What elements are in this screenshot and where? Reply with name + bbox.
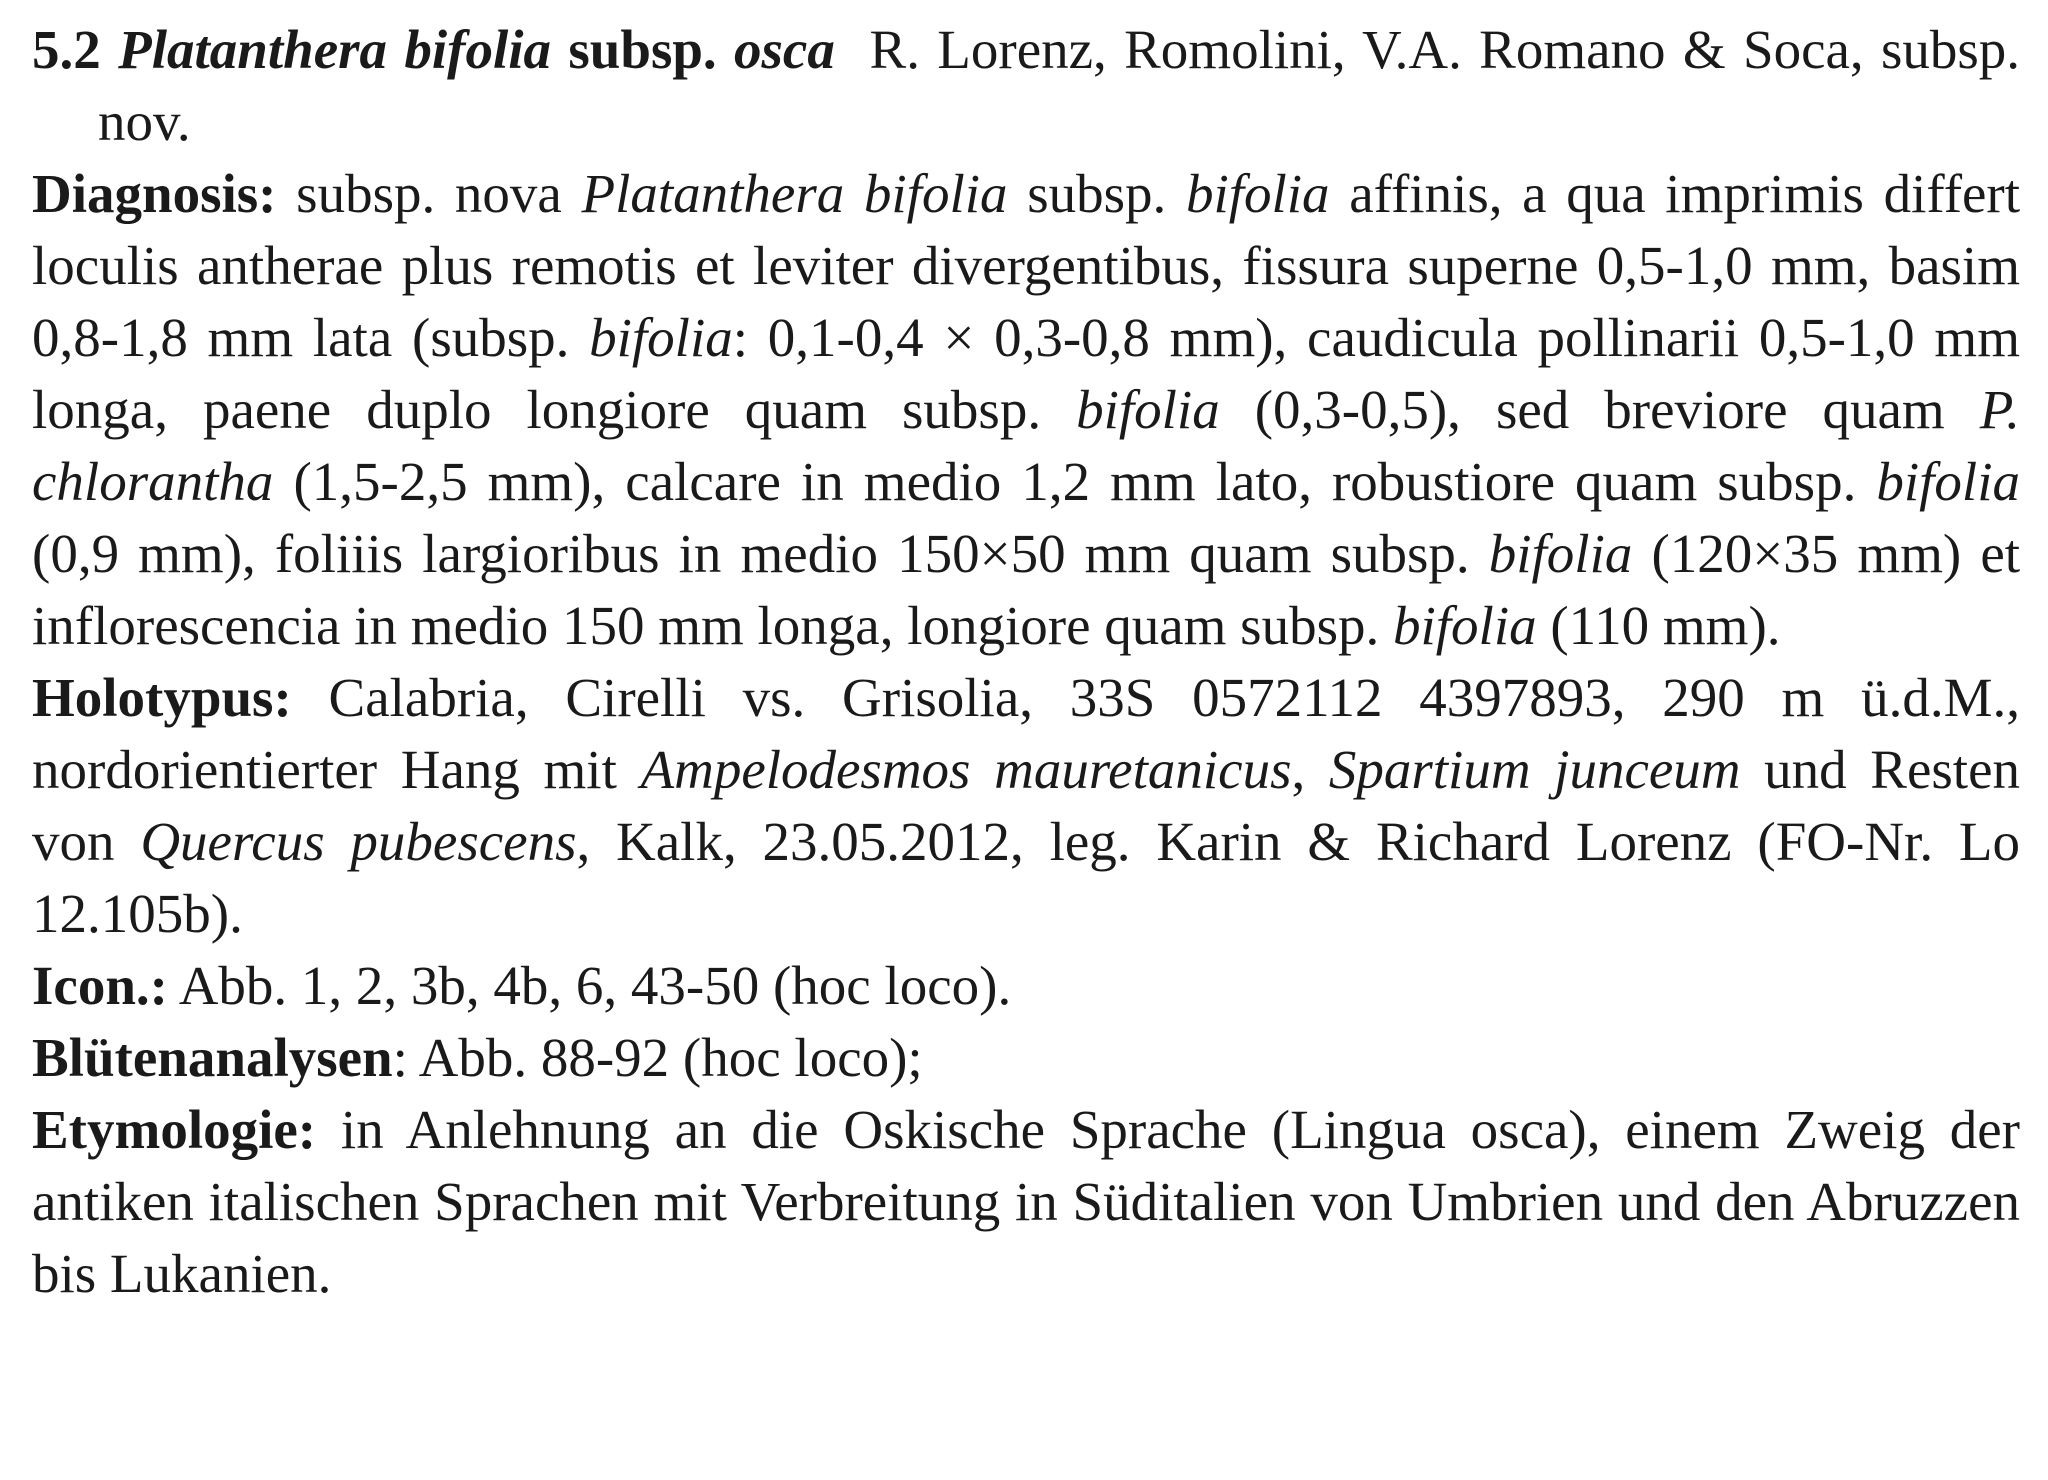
diagnosis-text-4: : 0,1-0,4 × 0,3-0,8 mm), caudicula pollinarii 0,5-1,0 mm longa, paene duplo longiore quam subsp. bbox=[32, 307, 2020, 440]
holotypus-text-4: , Kalk, 23.05.2012, leg. Karin & Richard Lorenz (FO-Nr. Lo 12.105b). bbox=[32, 811, 2020, 944]
diagnosis-italic-3: bifolia bbox=[589, 307, 733, 368]
taxon-heading bbox=[32, 14, 2020, 158]
diagnosis-paragraph bbox=[32, 158, 2020, 662]
diagnosis-label: Diagnosis: bbox=[32, 163, 277, 224]
icon-label: Icon.: bbox=[32, 955, 168, 1016]
diagnosis-italic-2: bifolia bbox=[1185, 163, 1330, 224]
diagnosis-text-8: (120×35 mm) et inflorescencia in medio 150 mm longa, longiore quam subsp. bbox=[32, 523, 2021, 656]
diagnosis-text-2: subsp. bbox=[1027, 163, 1167, 224]
diagnosis-italic-6: bifolia bbox=[1876, 451, 2020, 512]
subspecies-epithet: osca bbox=[734, 19, 835, 80]
diagnosis-italic-8: bifolia bbox=[1392, 595, 1537, 656]
etymologie-paragraph bbox=[32, 1094, 2020, 1310]
holotypus-text-3: und Resten von bbox=[32, 739, 2021, 872]
bluetenanalysen-paragraph bbox=[32, 1022, 2020, 1094]
genus-species: Platanthera bifolia bbox=[118, 19, 552, 80]
authors: R. Lorenz, Romolini, V.A. Romano & Soca, subsp. nov. bbox=[98, 19, 2021, 152]
holotypus-text-2: , bbox=[1291, 739, 1306, 800]
holotypus-text-1: Calabria, Cirelli vs. Grisolia, 33S 0572112 4397893, 290 m ü.d.M., nordorientierter Hang mit bbox=[32, 667, 2020, 800]
bluetenanalysen-text: : Abb. 88-92 (hoc loco); bbox=[392, 1027, 923, 1088]
rank-label: subsp. bbox=[568, 19, 717, 80]
diagnosis-italic-1: Platanthera bifolia bbox=[581, 163, 1008, 224]
icon-text: Abb. 1, 2, 3b, 4b, 6, 43-50 (hoc loco). bbox=[178, 955, 1012, 1016]
holotypus-italic-2: Spartium junceum bbox=[1328, 739, 1741, 800]
icon-paragraph bbox=[32, 950, 2020, 1022]
section-number: 5.2 bbox=[32, 19, 101, 80]
etymologie-label: Etymologie: bbox=[32, 1099, 317, 1160]
diagnosis-text-3: affinis, a qua imprimis differt loculis antherae plus remotis et leviter divergentibus, fissura superne 0,5-1,0 mm, basim 0,8-1,8 mm lata (subsp. bbox=[32, 163, 2021, 368]
holotypus-italic-1: Ampelodesmos mauretanicus bbox=[640, 739, 1292, 800]
diagnosis-text-7: (0,9 mm), foliiis largioribus in medio 150×50 mm quam subsp. bbox=[32, 523, 1470, 584]
diagnosis-text-9: (110 mm). bbox=[1550, 595, 1781, 656]
holotypus-label: Holotypus: bbox=[32, 667, 292, 728]
holotypus-paragraph bbox=[32, 662, 2020, 950]
diagnosis-text-6: (1,5-2,5 mm), calcare in medio 1,2 mm lato, robustiore quam subsp. bbox=[293, 451, 1857, 512]
diagnosis-italic-7: bifolia bbox=[1488, 523, 1633, 584]
taxon-description bbox=[32, 14, 2020, 1310]
diagnosis-text-5: (0,3-0,5), sed breviore quam bbox=[1254, 379, 1945, 440]
bluetenanalysen-label: Blütenanalysen bbox=[32, 1027, 393, 1088]
etymologie-text: in Anlehnung an die Oskische Sprache (Lingua osca), einem Zweig der antiken italischen Sprachen mit Verbreitung in Süditalien von Umbrien und den Abruzzen bis Lukanien. bbox=[32, 1099, 2020, 1304]
diagnosis-text-1: subsp. nova bbox=[296, 163, 562, 224]
diagnosis-italic-4: bifolia bbox=[1076, 379, 1220, 440]
diagnosis-italic-5: P. chlorantha bbox=[32, 379, 2020, 512]
taxon-name bbox=[118, 19, 835, 80]
holotypus-italic-3: Quercus pubescens bbox=[140, 811, 577, 872]
